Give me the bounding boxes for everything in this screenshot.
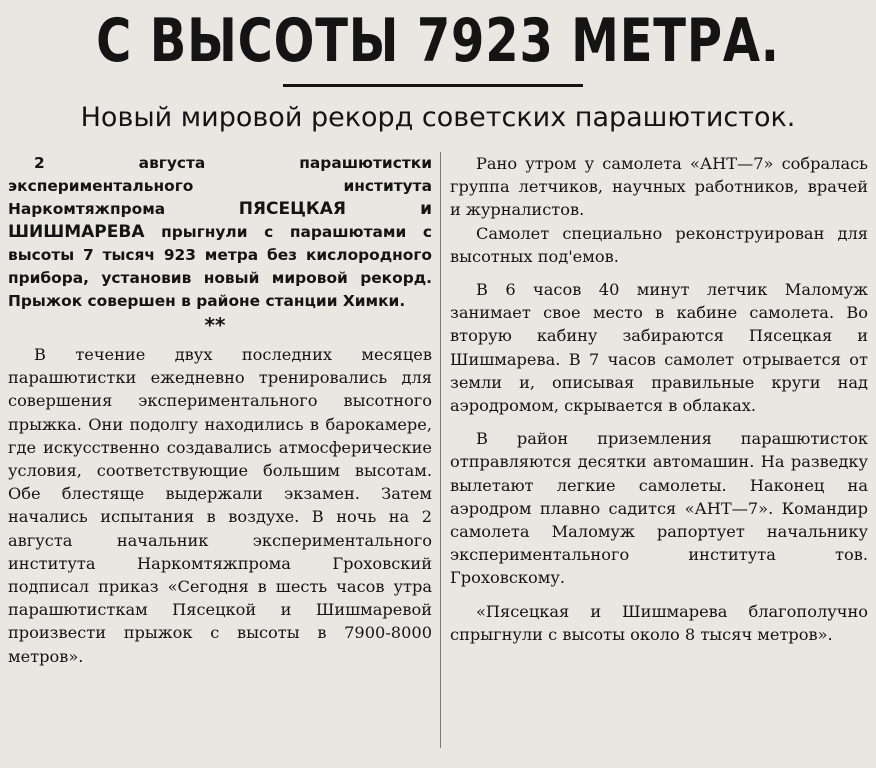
column-divider — [440, 152, 441, 748]
lead-text-start: 2 августа парашютистки экспериментального института Наркомтяжпрома — [8, 154, 432, 218]
headline-underline — [283, 84, 583, 87]
right-paragraph-5: «Пясецкая и Шишмарева благополучно спрыгнули с высоты около 8 тысяч метров». — [450, 601, 868, 644]
right-paragraph-4: В район приземления парашютисток отправляются десятки автомашин. На разведку вылетают легкие самолеты. Наконец на аэродром плавно садится «АНТ—7». Командир самолета Маломуж рапортует начальнику экспериментального института тов. Гроховскому. — [450, 429, 868, 588]
right-paragraph-1: Рано утром у самолета «АНТ—7» собралась группа летчиков, научных работников, врачей и журналистов. — [450, 154, 868, 220]
right-column — [450, 152, 868, 646]
spacer — [450, 590, 868, 600]
spacer — [450, 268, 868, 278]
headline: С ВЫСОТЫ 7923 МЕТРА. — [96, 6, 780, 76]
lead-names: ПЯСЕЦКАЯ и ШИШМАРЕВА — [8, 199, 432, 242]
left-column — [8, 152, 432, 668]
lead-paragraph — [8, 152, 432, 313]
subheadline: Новый мировой рекорд советских парашютисток. — [80, 102, 796, 133]
left-paragraph-1: В течение двух последних месяцев парашютистки ежедневно тренировались для совершения экспериментального высотного прыжка. Они подолгу находились в барокамере, где искусственно создавались атмосферические условия, соответствующие большим высотам. Обе блестяще выдержали экзамен. Затем начались испытания в воздухе. В ночь на 2 августа начальник экспериментального института Наркомтяжпрома Гроховский подписал приказ «Сегодня в шесть часов утра парашютисткам Пясецкой и Шишмаревой произвести прыжок с высоты в 7900-8000 метров». — [8, 345, 432, 666]
right-paragraph-3: В 6 часов 40 минут летчик Маломуж занимает свое место в кабине самолета. Во вторую кабину забираются Пясецкая и Шишмарева. В 7 часов самолет отрывается от земли и, описывая правильные круги над аэродромом, скрывается в облаках. — [450, 280, 868, 416]
spacer — [450, 417, 868, 427]
right-paragraph-2: Самолет специально реконструирован для высотных под'емов. — [450, 223, 868, 266]
lead-text-end: прыгнули с парашютами с высоты 7 тысяч 923 метра без кислородного прибора, установив новый мировой рекорд. Прыжок совершен в районе станции Химки. — [8, 223, 433, 310]
section-separator: ** — [204, 313, 226, 337]
